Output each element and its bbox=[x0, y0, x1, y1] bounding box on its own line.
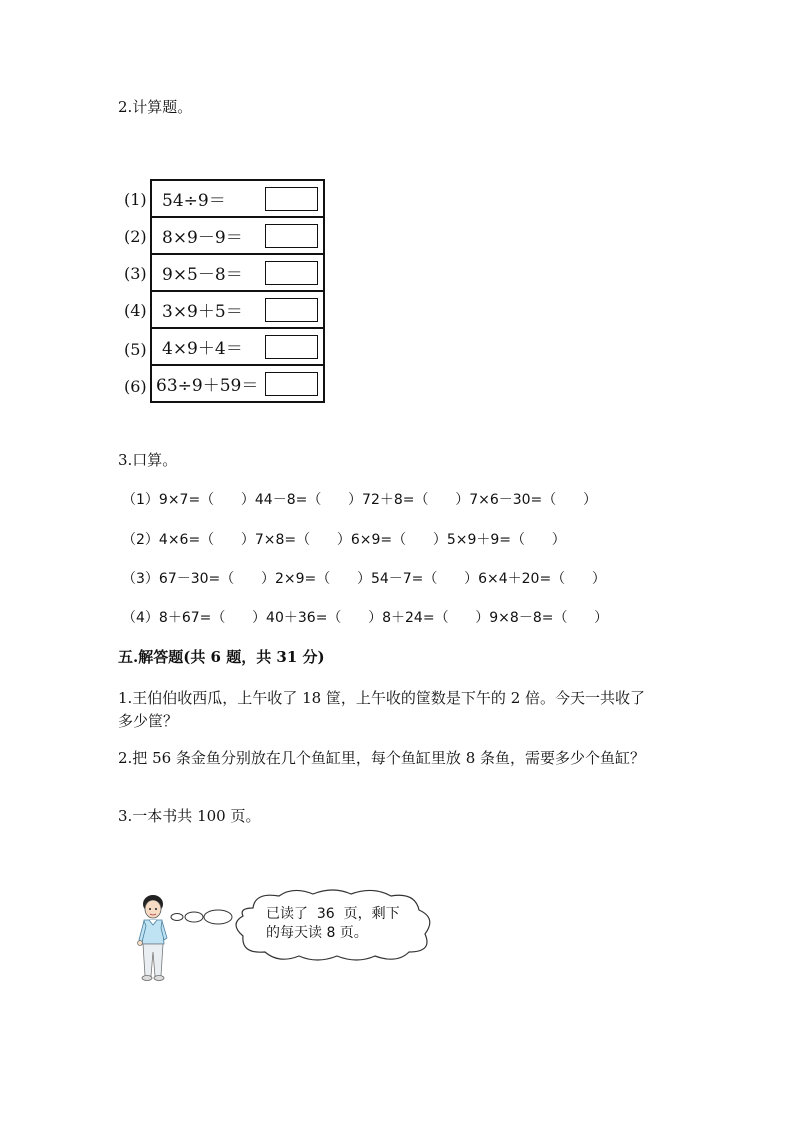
calc-expression-4: 3×9＋5＝ bbox=[162, 302, 243, 322]
oral-line-3: （3）67－30=（ ）2×9=（ ）54－7=（ ）6×4＋20=（ ） bbox=[122, 571, 606, 587]
row-label-4: (4) bbox=[124, 301, 147, 320]
oral-line-1: （1）9×7=（ ）44－8=（ ）72＋8=（ ）7×6－30=（ ） bbox=[122, 492, 597, 508]
calc-expression-1: 54÷9＝ bbox=[162, 191, 226, 211]
calculation-table bbox=[150, 179, 325, 403]
calc-row-5 bbox=[152, 327, 323, 364]
section-3-title: 3.口算。 bbox=[118, 451, 178, 469]
speech-line-2: 的每天读 8 页。 bbox=[266, 925, 368, 941]
row-label-6: (6) bbox=[124, 377, 147, 396]
row-label-2: (2) bbox=[124, 227, 147, 246]
speech-text bbox=[266, 905, 400, 943]
answer-box-1[interactable] bbox=[265, 187, 318, 211]
speech-line-1: 已读了 36 页，剩下 bbox=[266, 906, 400, 922]
row-label-1: (1) bbox=[124, 190, 147, 209]
row-label-5: (5) bbox=[124, 340, 147, 359]
calc-expression-5: 4×9＋4＝ bbox=[162, 339, 243, 359]
section-2-title: 2.计算题。 bbox=[118, 98, 193, 116]
answer-box-2[interactable] bbox=[265, 224, 318, 248]
calc-row-2 bbox=[152, 216, 323, 253]
calc-expression-2: 8×9－9＝ bbox=[162, 228, 243, 248]
problem-3: 3.一本书共 100 页。 bbox=[118, 807, 261, 825]
problem-1-line-2: 多少筐？ bbox=[118, 712, 179, 730]
oral-line-2: （2）4×6=（ ）7×8=（ ）6×9=（ ）5×9＋9=（ ） bbox=[122, 532, 566, 548]
problem-1-line-1: 1.王伯伯收西瓜，上午收了 18 筐，上午收的筐数是下午的 2 倍。今天一共收了 bbox=[118, 689, 646, 707]
answer-box-6[interactable] bbox=[265, 372, 318, 396]
calc-expression-3: 9×5－8＝ bbox=[162, 265, 243, 285]
calc-row-3 bbox=[152, 253, 323, 290]
calc-expression-6: 63÷9＋59＝ bbox=[156, 376, 259, 396]
answer-box-4[interactable] bbox=[265, 298, 318, 322]
calc-row-1 bbox=[152, 181, 323, 216]
section-5-title: 五.解答题(共 6 题，共 31 分) bbox=[118, 648, 325, 666]
problem-2: 2.把 56 条金鱼分别放在几个鱼缸里，每个鱼缸里放 8 条鱼，需要多少个鱼缸？ bbox=[118, 749, 646, 767]
row-label-3: (3) bbox=[124, 264, 147, 283]
calc-row-6 bbox=[152, 364, 323, 401]
calc-row-4 bbox=[152, 290, 323, 327]
thought-dots bbox=[168, 906, 238, 928]
answer-box-3[interactable] bbox=[265, 261, 318, 285]
oral-line-4: （4）8＋67=（ ）40＋36=（ ）8＋24=（ ）9×8－8=（ ） bbox=[122, 610, 609, 626]
answer-box-5[interactable] bbox=[265, 335, 318, 359]
